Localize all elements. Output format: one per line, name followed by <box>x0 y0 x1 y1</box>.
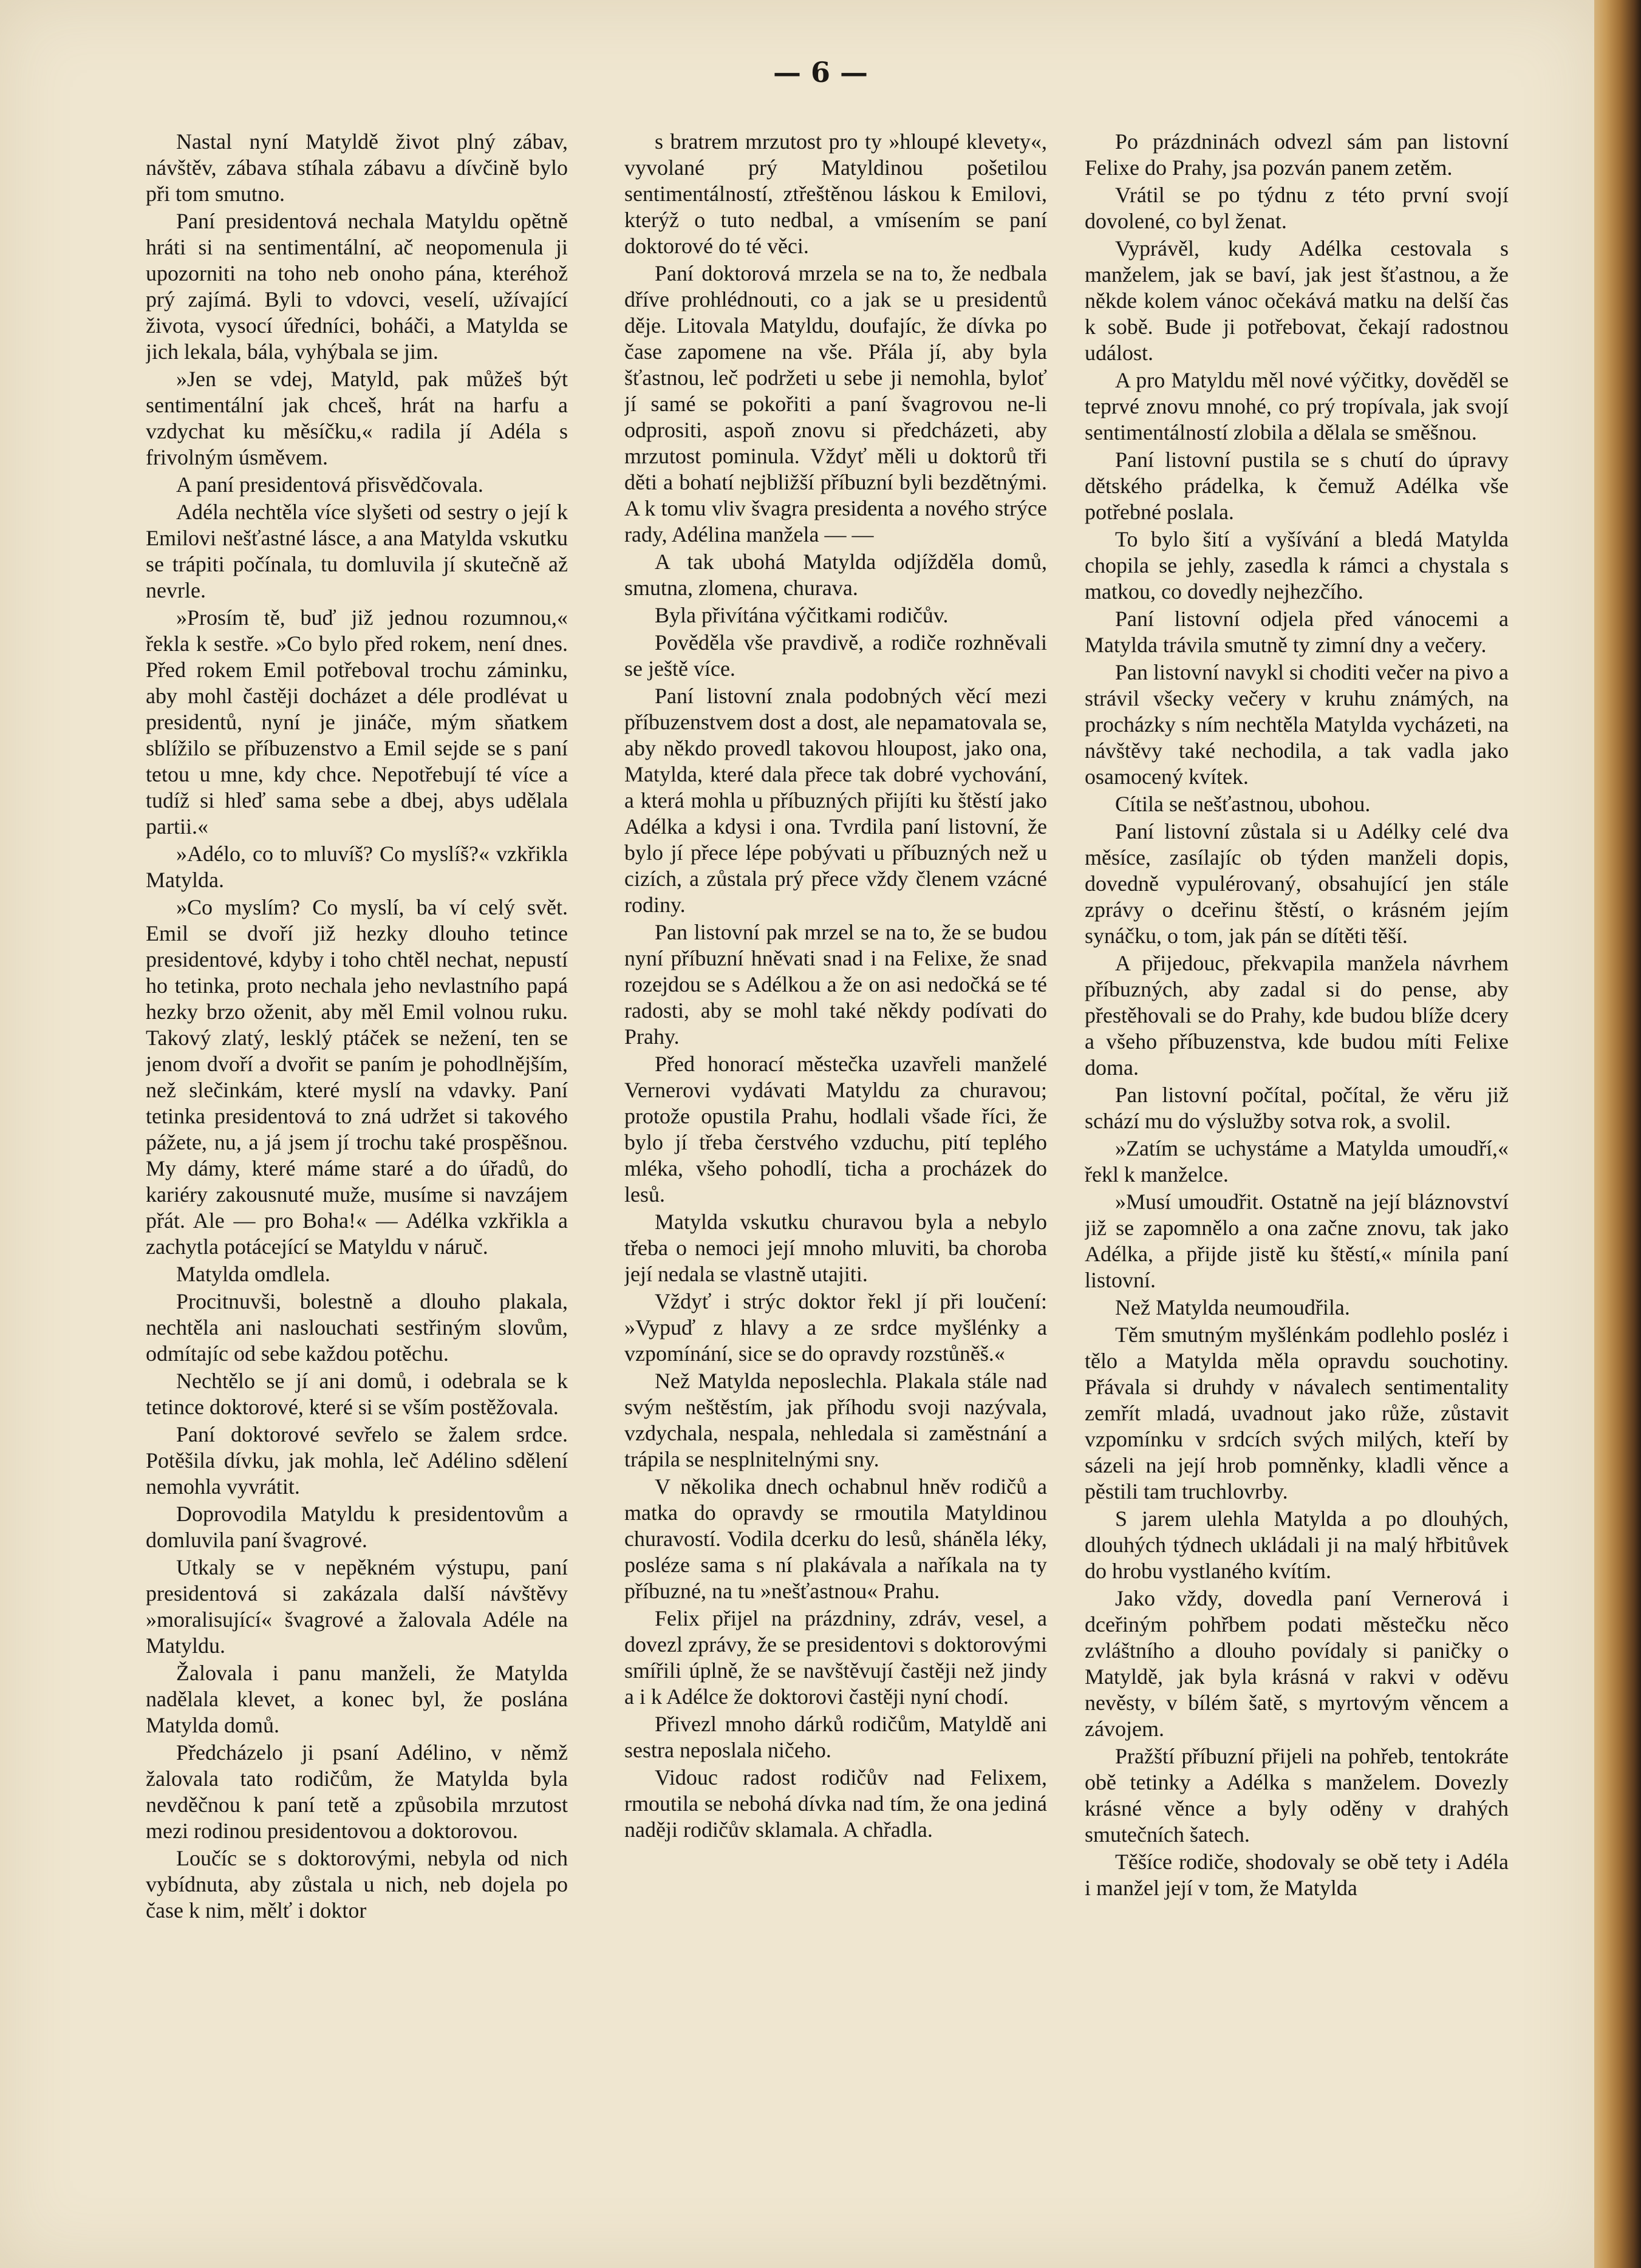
text-column-1 <box>146 129 568 2177</box>
paragraph: Pan listovní navykl si choditi večer na pivo a strávil všecky večery v kruhu známých, na procházky s ním nechtěla Matylda vycházeti, na návštěvy také nechodila, a tak vadla jako osamocený kvítek. <box>1085 660 1509 789</box>
paragraph: »Prosím tě, buď již jednou rozumnou,« řekla k sestře. »Co bylo před rokem, není dnes. Před rokem Emil potřeboval trochu záminku, aby mohl častěji docházet a déle prodlévat u presidentů, nyní je jináče, mým sňatkem sblížilo se příbuzenstvo a Emil sejde se s paní tetou u mne, kdy chce. Nepotřebují té více a tudíž si hleď sama sebe a dbej, abys udělala partii.« <box>146 605 568 839</box>
paragraph: »Jen se vdej, Matyld, pak můžeš být sentimentální jak chceš, hrát na harfu a vzdychat ku měsíčku,« radila jí Adéla s frivolným úsměvem. <box>146 367 568 469</box>
paragraph: Loučíc se s doktorovými, nebyla od nich vybídnuta, aby zůstala u nich, neb dojela po čase k nim, mělť i doktor <box>146 1846 568 1922</box>
page-binding-edge <box>1594 0 1641 2268</box>
paragraph: »Adélo, co to mluvíš? Co myslíš?« vzkřikla Matylda. <box>146 842 568 892</box>
paragraph: Cítila se nešťastnou, ubohou. <box>1115 792 1371 816</box>
paragraph: Paní doktorové sevřelo se žalem srdce. Potěšila dívku, jak mohla, leč Adélino sdělení nemohla vyvrátit. <box>146 1422 568 1499</box>
paragraph: Doprovodila Matyldu k presidentovům a domluvila paní švagrové. <box>146 1502 568 1552</box>
paragraph: Těšíce rodiče, shodovaly se obě tety i Adéla i manžel její v tom, že Matylda <box>1085 1850 1509 1900</box>
paragraph: Adéla nechtěla více slyšeti od sestry o její k Emilovi nešťastné lásce, a ana Matylda vskutku se trápiti počínala, tu domluvila jí skutečně až nevrle. <box>146 500 568 602</box>
page-number: — 6 — <box>773 56 868 89</box>
paragraph: Paní listovní znala podobných věcí mezi příbuzenstvem dost a dost, ale nepamatovala se, aby někdo provedl takovou hloupost, jako ona, Matylda, které dala přece tak dobré vychování, a která mohla u příbuzných přijíti ku štěstí jako Adélka a kdysi i ona. Tvrdila paní listovní, že bylo jí přece lépe pobývati u příbuzných než u cizích, a zůstala prý přece vždy členem vzácné rodiny. <box>624 684 1047 917</box>
paragraph: Paní listovní zůstala si u Adélky celé dva měsíce, zasílajíc ob týden manželi dopis, dovedně vypulérovaný, obsahující jen stále zprávy o dceřinu štěstí, o krásném jejím synáčku, o tom, jak pán se dítěti těší. <box>1085 819 1509 948</box>
paragraph: Pan listovní pak mrzel se na to, že se budou nyní příbuzní hněvati snad i na Felixe, že snad rozejdou se s Adélkou a že on asi nedočká se té radosti, aby se mohl také někdy podívati do Prahy. <box>624 920 1047 1049</box>
paragraph: Před honorací městečka uzavřeli manželé Vernerovi vydávati Matyldu za churavou; protože opustila Prahu, hodlali všade říci, že bylo jí třeba čerstvého vzduchu, pití teplého mléka, všeho pohodlí, ticha a procházek do lesů. <box>624 1052 1047 1207</box>
text-column-3 <box>1085 129 1509 2177</box>
paragraph: »Co myslím? Co myslí, ba ví celý svět. Emil se dvoří již hezky dlouho tetince presidentové, kdyby i toho chtěl nechat, nepustí ho tetinka, proto nechala jeho nevlastního papá hezky brzo oženit, aby měl Emil volnou ruku. Takový zlatý, lesklý ptáček se nežení, ten se jenom dvoří a dvořit se paním je pohodlnějším, než slečinkám, které myslí na vdavky. Paní tetinka presidentová to zná udržet si takového pážete, nu, a já jsem jí trochu také prospěšnou. My dámy, které máme staré a do úřadů, do kariéry zakousnuté muže, musíme si navzájem přát. Ale — pro Boha!« — Adélka vzkřikla a zachytla potácející se Matyldu v náruč. <box>146 895 568 1259</box>
paragraph: Nechtělo se jí ani domů, i odebrala se k tetince doktorové, které si se vším postěžovala. <box>146 1369 568 1419</box>
paragraph: Nastal nyní Matyldě život plný zábav, návštěv, zábava stíhala zábavu a dívčině bylo při tom smutno. <box>146 129 568 206</box>
paragraph: Těm smutným myšlénkám podlehlo posléz i tělo a Matylda měla opravdu souchotiny. Přávala si druhdy v návalech sentimentality zemřít mladá, uvadnout jako růže, zůstavit vzpomínku v srdcích svých milých, kteří by sázeli na její hrob pomněnky, kladli věnce a pěstili tam truchlovrby. <box>1085 1323 1509 1503</box>
paragraph: Přivezl mnoho dárků rodičům, Matyldě ani sestra neposlala ničeho. <box>624 1712 1047 1762</box>
paragraph: Matylda vskutku churavou byla a nebylo třeba o nemoci její mnoho mluviti, ba choroba její nedala se vlastně utajiti. <box>624 1210 1047 1286</box>
paragraph: A tak ubohá Matylda odjížděla domů, smutna, zlomena, churava. <box>624 550 1047 600</box>
paragraph: »Zatím se uchystáme a Matylda umoudří,« řekl k manželce. <box>1085 1136 1509 1187</box>
paragraph: Paní listovní pustila se s chutí do úpravy dětského prádelka, k čemuž Adélka vše potřebné poslala. <box>1085 448 1509 524</box>
paragraph: Matylda omdlela. <box>176 1262 330 1286</box>
text-column-2 <box>624 129 1047 2177</box>
paragraph: Vyprávěl, kudy Adélka cestovala s manželem, jak se baví, jak jest šťastnou, a že někde kolem vánoc očekává matku na delší čas k sobě. Bude ji potřebovat, čekají radostnou událost. <box>1085 236 1509 365</box>
paragraph: »Musí umoudřit. Ostatně na její bláznovství již se zapomnělo a ona začne znovu, tak jako Adélka, a přijde jistě ku štěstí,« mínila paní listovní. <box>1085 1190 1509 1292</box>
paragraph: Pověděla vše pravdivě, a rodiče rozhněvali se ještě více. <box>624 630 1047 681</box>
paragraph: Procitnuvši, bolestně a dlouho plakala, nechtěla ani naslouchati sestřiným slovům, odmítajíc od sebe každou potěchu. <box>146 1289 568 1366</box>
paragraph: Vždyť i strýc doktor řekl jí při loučení: »Vypuď z hlavy a ze srdce myšlénky a vzpomínání, sice se do opravdy rozstůněš.« <box>624 1289 1047 1366</box>
paragraph: A paní presidentová přisvědčovala. <box>176 472 483 497</box>
paragraph: Než Matylda neumoudřila. <box>1115 1295 1350 1320</box>
paragraph: Než Matylda neposlechla. Plakala stále nad svým neštěstím, jak příhodu svoji nazývala, vzdychala, nespala, nehledala si zaměstnání a trápila se nesplnitelnými sny. <box>624 1369 1047 1471</box>
paragraph: Jako vždy, dovedla paní Vernerová i dceřiným pohřbem podati městečku něco zvláštního a dlouho povídaly si paničky o Matyldě, jak byla krásná v rakvi v oděvu nevěsty, v bílém šatě, s myrtovým věncem a závojem. <box>1085 1586 1509 1741</box>
paragraph: A pro Matyldu měl nové výčitky, dověděl se teprvé znovu mnohé, co prý tropívala, jak svojí sentimentálností zlobila a dělala se směšnou. <box>1085 368 1509 444</box>
paragraph: V několika dnech ochabnul hněv rodičů a matka do opravdy se rmoutila Matyldinou churavostí. Vodila dcerku do lesů, sháněla léky, posléze sama s ní plakávala a naříkala na ty příbuzné, na tu »nešťastnou« Prahu. <box>624 1474 1047 1603</box>
paragraph: Pan listovní počítal, počítal, že věru již schází mu do výslužby sotva rok, a svolil. <box>1085 1083 1509 1133</box>
paragraph: A přijedouc, překvapila manžela návrhem příbuzných, aby zadal si do pense, aby přestěhovali se do Prahy, kde budou blíže dcery a všeho příbuzenstva, kde budou míti Felixe doma. <box>1085 951 1509 1080</box>
paragraph: Felix přijel na prázdniny, zdráv, vesel, a dovezl zprávy, že se presidentovi s doktorovými smířili úplně, že se navštěvují častěji než jindy a i k Adélce že doktorovi častěji nyní chodí. <box>624 1606 1047 1709</box>
paragraph: Byla přivítána výčitkami rodičův. <box>655 603 949 627</box>
paragraph: Vrátil se po týdnu z této první svojí dovolené, co byl ženat. <box>1085 183 1509 233</box>
paragraph: Utkaly se v nepěkném výstupu, paní presidentová si zakázala další návštěvy »moralisující« švagrové a žalovala Adéle na Matyldu. <box>146 1555 568 1658</box>
paragraph: Paní doktorová mrzela se na to, že nedbala dříve prohlédnouti, co a jak se u presidentů děje. Litovala Matyldu, doufajíc, že dívka po čase zapomene na vše. Přála jí, aby byla šťastnou, leč podržeti u sebe ji nemohla, byloť jí samé se pokořiti a paní švagrovou ne-li odprositi, aspoň znovu si předcházeti, aby mrzutost pominula. Vždyť měli u doktorů tři děti a bohatí nejbližší příbuzní byli bezdětnými. A k tomu vliv švagra presidenta a nového strýce rady, Adélina manžela — — <box>624 261 1047 547</box>
paragraph: Vidouc radost rodičův nad Felixem, rmoutila se nebohá dívka nad tím, že ona jediná naději rodičův sklamala. A chřadla. <box>624 1765 1047 1842</box>
paragraph: Paní listovní odjela před vánocemi a Matylda trávila smutně ty zimní dny a večery. <box>1085 607 1509 657</box>
paragraph: S jarem ulehla Matylda a po dlouhých, dlouhých týdnech ukládali ji na malý hřbitůvek do hrobu vystlaného kvítím. <box>1085 1507 1509 1583</box>
paragraph: s bratrem mrzutost pro ty »hloupé klevety«, vyvolané prý Matyldinou pošetilou sentimentálností, ztřeštěnou láskou k Emilovi, kterýž o tuto nedbal, a vmísením se paní doktorové do té věci. <box>624 129 1047 258</box>
paragraph: Žalovala i panu manželi, že Matylda nadělala klevet, a konec byl, že poslána Matylda domů. <box>146 1661 568 1737</box>
paragraph: Paní presidentová nechala Matyldu opětně hráti si na sentimentální, ač neopomenula ji upozorniti na toho neb onoho pána, kteréhož prý zajímá. Byli to vdovci, veselí, užívající života, vysocí úředníci, boháči, a Matylda se jich lekala, bála, vyhýbala se jim. <box>146 209 568 364</box>
paragraph: Po prázdninách odvezl sám pan listovní Felixe do Prahy, jsa pozván panem zetěm. <box>1085 129 1509 180</box>
paragraph: Předcházelo ji psaní Adélino, v němž žalovala tato rodičům, že Matylda byla nevděčnou k paní tetě a způsobila mrzutost mezi rodinou presidentovou a doktorovou. <box>146 1740 568 1843</box>
paragraph: To bylo šití a vyšívání a bledá Matylda chopila se jehly, zasedla k rámci a chystala s matkou, co dovedly nejhezčího. <box>1085 527 1509 604</box>
paragraph: Pražští příbuzní přijeli na pohřeb, tentokráte obě tetinky a Adélka s manželem. Dovezly krásné věnce a byly oděny v drahých smutečních šatech. <box>1085 1744 1509 1847</box>
